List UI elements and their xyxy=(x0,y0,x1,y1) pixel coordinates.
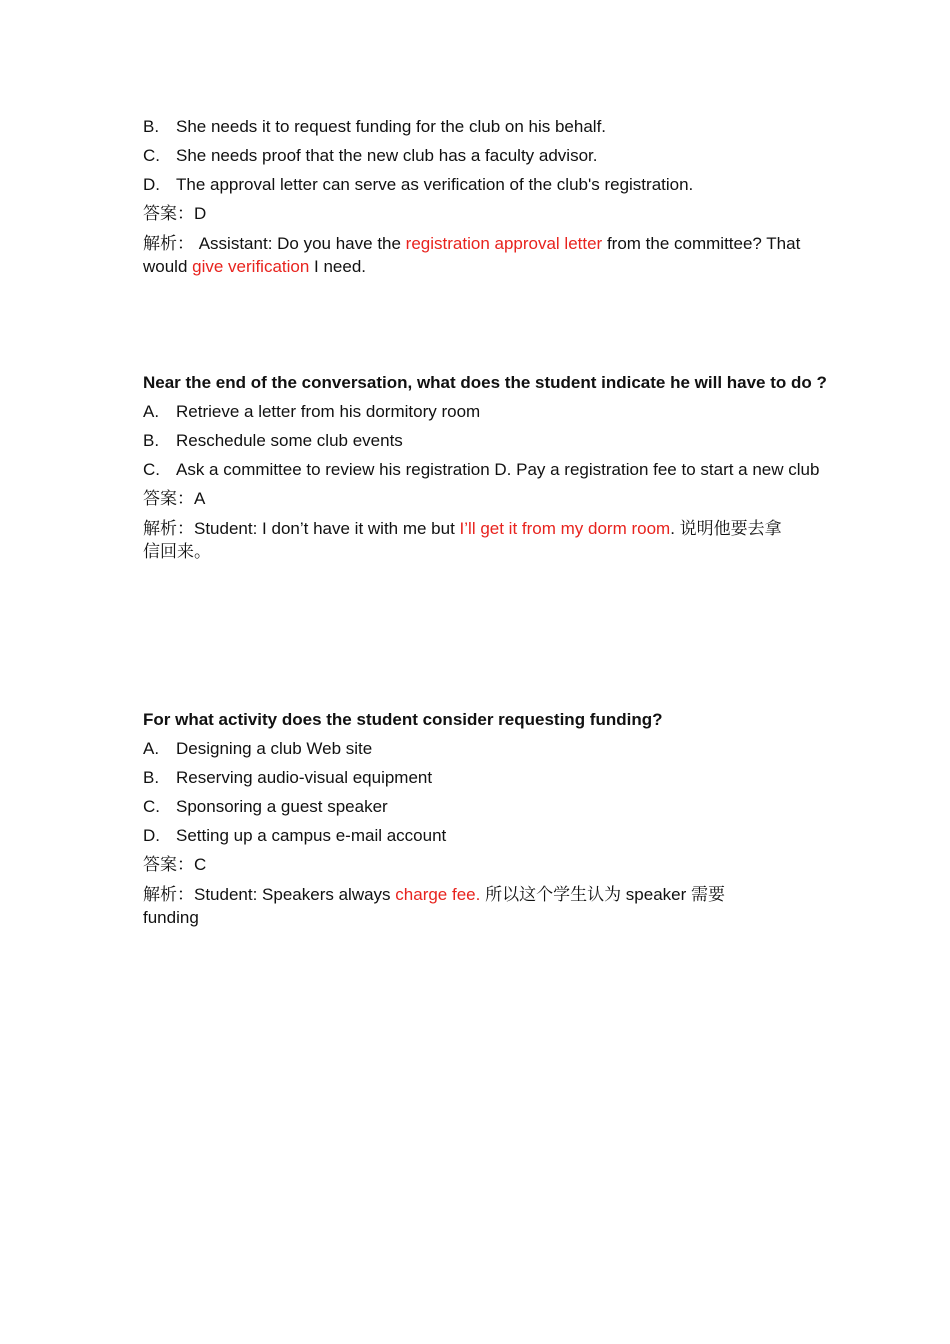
highlighted-quote: registration approval letter xyxy=(405,234,603,253)
highlighted-quote: give verification xyxy=(192,257,310,276)
analysis-text: Student: I don’t have it with me but xyxy=(194,519,460,538)
option-letter: C. xyxy=(143,797,160,816)
question-block-1 xyxy=(143,115,835,278)
analysis-paragraph xyxy=(143,232,835,278)
option-letter: A. xyxy=(143,402,160,421)
option-text: Reserving audio-visual equipment xyxy=(176,768,433,787)
option-a xyxy=(143,737,835,760)
option-letter: C. xyxy=(143,460,160,479)
option-c xyxy=(143,144,835,167)
option-b xyxy=(143,766,835,789)
option-text: The approval letter can serve as verification of the club's registration. xyxy=(176,175,694,194)
option-letter: C. xyxy=(143,146,160,165)
option-text: Retrieve a letter from his dormitory room xyxy=(176,402,481,421)
option-c xyxy=(143,795,835,818)
option-letter: D. xyxy=(143,175,160,194)
option-letter: B. xyxy=(143,431,160,450)
question-block-2 xyxy=(143,371,835,563)
option-b xyxy=(143,115,835,138)
analysis-label: 解析： xyxy=(143,234,194,253)
option-letter: B. xyxy=(143,117,160,136)
highlighted-quote: charge fee. xyxy=(395,885,481,904)
option-d xyxy=(143,824,835,847)
option-letter: A. xyxy=(143,739,160,758)
analysis-label: 解析： xyxy=(143,885,194,904)
option-c xyxy=(143,458,835,481)
analysis-paragraph xyxy=(143,883,768,929)
highlighted-quote: I’ll get it from my dorm room xyxy=(459,519,671,538)
option-text: She needs it to request funding for the club on his behalf. xyxy=(176,117,607,136)
option-text: Sponsoring a guest speaker xyxy=(176,797,388,816)
analysis-text: Assistant: Do you have the xyxy=(194,234,406,253)
answer-line: 答案：A xyxy=(143,489,206,508)
option-text: She needs proof that the new club has a faculty advisor. xyxy=(176,146,598,165)
analysis-text: 所以这个学生认为 speaker 需要 funding xyxy=(143,885,725,927)
option-letter: D. xyxy=(143,826,160,845)
analysis-paragraph xyxy=(143,517,793,563)
option-b xyxy=(143,429,835,452)
option-letter: B. xyxy=(143,768,160,787)
answer-line: 答案：C xyxy=(143,855,207,874)
answer-line: 答案：D xyxy=(143,204,207,223)
question-text: For what activity does the student consider requesting funding? xyxy=(143,710,663,729)
question-text: Near the end of the conversation, what does the student indicate he will have to do ? xyxy=(143,373,827,392)
analysis-label: 解析： xyxy=(143,519,194,538)
analysis-text: Student: Speakers always xyxy=(194,885,396,904)
analysis-text: I need. xyxy=(309,257,367,276)
option-d xyxy=(143,173,835,196)
analysis-text: from the committee? That would xyxy=(143,234,801,276)
analysis-text: . 说明他要去拿信回来。 xyxy=(143,519,782,561)
option-text: Designing a club Web site xyxy=(176,739,373,758)
option-text: Ask a committee to review his registration D. Pay a registration fee to start a new club xyxy=(176,460,820,479)
option-a xyxy=(143,400,835,423)
question-block-3 xyxy=(143,708,835,929)
option-text: Setting up a campus e-mail account xyxy=(176,826,447,845)
option-text: Reschedule some club events xyxy=(176,431,403,450)
